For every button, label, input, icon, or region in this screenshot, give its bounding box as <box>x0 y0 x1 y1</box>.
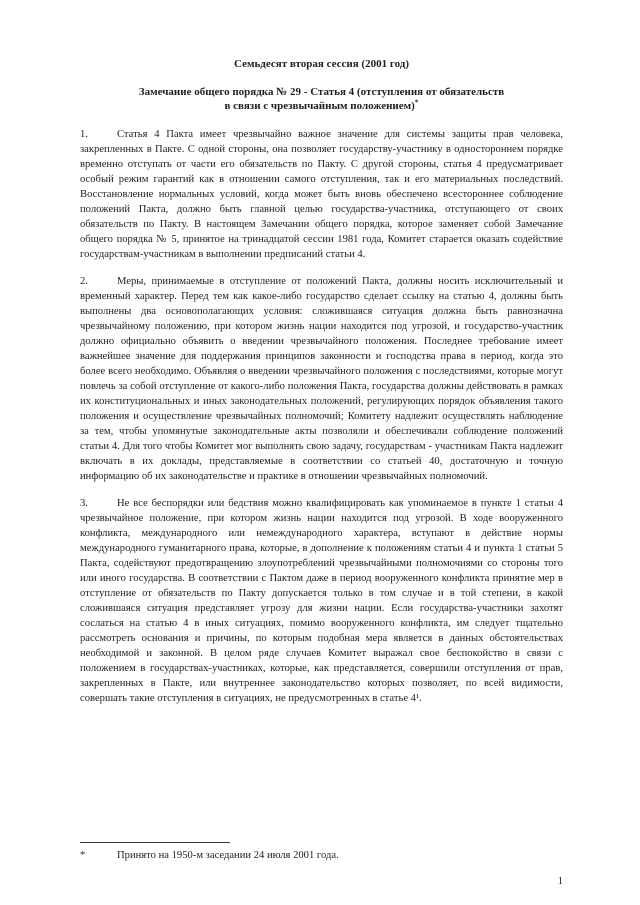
paragraph-3-number: 3. <box>80 498 88 509</box>
paragraph-2-number: 2. <box>80 276 88 287</box>
footnote <box>80 849 563 863</box>
doc-title-line1: Замечание общего порядка № 29 - Статья 4 (отступления от обязательств <box>138 86 505 98</box>
paragraph-1 <box>80 127 563 262</box>
paragraph-1-text: Статья 4 Пакта имеет чрезвычайно важное значение для системы защиты прав человека, закрепленных в Пакте. С одной стороны, она позволяет государству-участнику в одностороннем порядке временно отступать от части его обязательств по Пакту. С другой стороны, статья 4 предусматривает особый режим гарантий как в отношении самого отступления, так и его материальных последствий. Восстановление нормальных условий, когда может быть вновь обеспечено всестороннее соблюдение положений Пакта, должно быть главной целью государства-участника, отступающего от своих обязательств по Пакту. В настоящем Замечании общего порядка, которое заменяет собой Замечание общего порядка № 5, принятое на тринадцатой сессии 1981 года, Комитет старается оказать содействие государствам-участникам в выполнении предписаний статьи 4. <box>80 129 563 260</box>
paragraph-1-number: 1. <box>80 129 88 140</box>
footnote-separator <box>80 842 230 843</box>
doc-title-line2 <box>80 99 563 113</box>
title-footnote-marker: * <box>414 97 419 107</box>
paragraph-2-text: Меры, принимаемые в отступление от положений Пакта, должны носить исключительный и временный характер. Перед тем как какое-либо государство сделает ссылку на статью 4, должны быть выполнены два основополагающих условия: сложившаяся ситуация должна быть равнозначна чрезвычайному положению, при котором жизнь нации находится под угрозой, и государство-участник должно официально объявить о введении чрезвычайного положения. Последнее требование имеет важнейшее значение для поддержания принципов законности и господства права в период, когда это более всего необходимо. Объявляя о введении чрезвычайного положения с последствиями, которые могут повлечь за собой отступление от какого-либо положения Пакта, государства должны действовать в рамках их конституциональных и иных законодательных положений, регулирующих порядок объявления такого положения и осуществление чрезвычайных полномочий; Комитету надлежит осуществлять наблюдение за тем, чтобы упомянутые законодательные акты позволяли и обеспечивали соблюдение положений статьи 4. Для того чтобы Комитет мог выполнять свою задачу, государствам - участникам Пакта надлежит включать в их доклады, представляемые в соответствии со статьей 40, достаточную и точную информацию об их законодательстве и практике в отношении чрезвычайных полномочий. <box>80 276 563 482</box>
doc-title <box>80 85 563 113</box>
doc-title-line2-text: в связи с чрезвычайным положением) <box>224 100 415 112</box>
footnote-area <box>80 842 563 863</box>
paragraph-3-text: Не все беспорядки или бедствия можно квалифицировать как упоминаемое в пункте 1 статьи 4 чрезвычайное положение, при котором жизнь нации находится под угрозой. В ходе вооруженного конфликта, международного или немеждународного характера, вступают в действие нормы международного гуманитарного права, которые, в дополнение к положениям статьи 4 и пункта 1 статьи 5 Пакта, содействуют предотвращению злоупотреблений чрезвычайными полномочиями со стороны того или иного государства. В соответствии с Пактом даже в период вооруженного конфликта принятие мер в отступление от обязательств по Пакту допускается только в том случае и в той степени, в какой сложившаяся ситуация представляет угрозу для жизни нации. Если государства-участники захотят сослаться на статью 4 в иных ситуациях, помимо вооруженного конфликта, им следует тщательно рассмотреть основания и причины, по которым подобная мера является в данных обстоятельствах необходимой и законной. В целом ряде случаев Комитет выражал свое беспокойство в связи с положением в государствах-участниках, которые, как представляется, совершили отступления от прав, закрепленных в Пакте, или внутреннее законодательство которых позволяет, по всей видимости, совершать такие отступления в ситуациях, не предусмотренных в статье 4¹. <box>80 498 563 704</box>
footnote-text: Принято на 1950-м заседании 24 июля 2001 года. <box>117 850 339 861</box>
session-title: Семьдесят вторая сессия (2001 год) <box>234 58 409 70</box>
page-number: 1 <box>557 876 563 887</box>
paragraph-2 <box>80 274 563 484</box>
paragraph-3 <box>80 496 563 706</box>
footnote-marker: * <box>80 850 86 861</box>
